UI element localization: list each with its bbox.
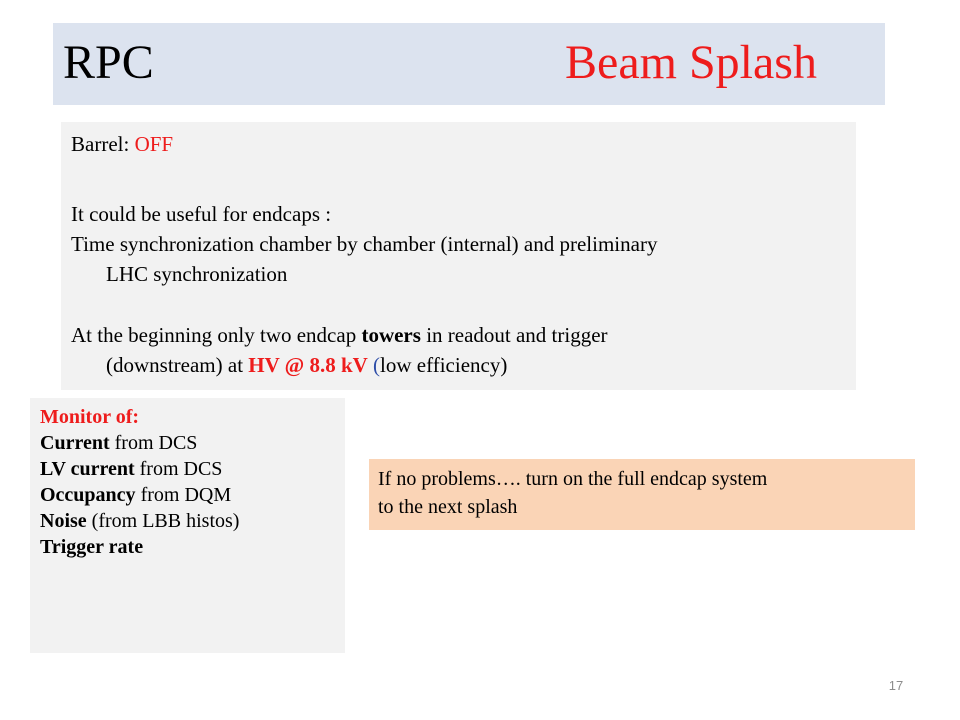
monitor-heading: Monitor of: xyxy=(40,406,140,428)
monitor-item xyxy=(40,508,239,534)
monitor-item-rest: from DCS xyxy=(109,432,198,454)
slide-subtitle: Beam Splash xyxy=(565,36,817,89)
efficiency-text: low efficiency) xyxy=(380,353,508,377)
monitor-item-bold: Noise xyxy=(40,510,87,532)
monitor-item-rest: from DQM xyxy=(135,484,232,506)
monitor-item-rest: (from LBB histos) xyxy=(86,510,240,532)
monitor-item-bold: Occupancy xyxy=(40,484,136,506)
beginning-line xyxy=(71,321,608,350)
sync-line-2: LHC synchronization xyxy=(106,262,288,286)
downstream-line xyxy=(106,351,507,380)
monitor-item xyxy=(40,482,231,508)
barrel-status-line xyxy=(71,130,173,159)
hv-value: HV @ 8.8 kV xyxy=(248,353,368,377)
monitor-item xyxy=(40,456,222,482)
downstream-text: (downstream) at xyxy=(106,353,249,377)
monitor-box xyxy=(30,398,345,653)
title-bar xyxy=(53,23,885,105)
monitor-item-bold: LV current xyxy=(40,458,135,480)
note-line-2: to the next splash xyxy=(378,496,518,518)
note-box xyxy=(369,459,915,530)
monitor-item xyxy=(40,534,143,560)
monitor-item-rest: from DCS xyxy=(134,458,223,480)
slide-title: RPC xyxy=(63,36,154,89)
monitor-item-bold: Current xyxy=(40,432,110,454)
main-content-box xyxy=(61,122,856,390)
beginning-text: At the beginning only two endcap xyxy=(71,323,362,347)
page-number: 17 xyxy=(888,678,904,693)
towers-text: towers xyxy=(361,323,421,347)
monitor-item-bold: Trigger rate xyxy=(40,536,144,558)
note-line-1: If no problems…. turn on the full endcap system xyxy=(378,468,768,490)
endcaps-line: It could be useful for endcaps : xyxy=(71,202,332,226)
barrel-value: OFF xyxy=(134,132,174,156)
paren-open: ( xyxy=(367,353,381,377)
beginning-post-text: in readout and trigger xyxy=(420,323,608,347)
monitor-item xyxy=(40,430,197,456)
sync-line-1: Time synchronization chamber by chamber (internal) and preliminary xyxy=(71,232,658,256)
barrel-label: Barrel: xyxy=(71,132,135,156)
